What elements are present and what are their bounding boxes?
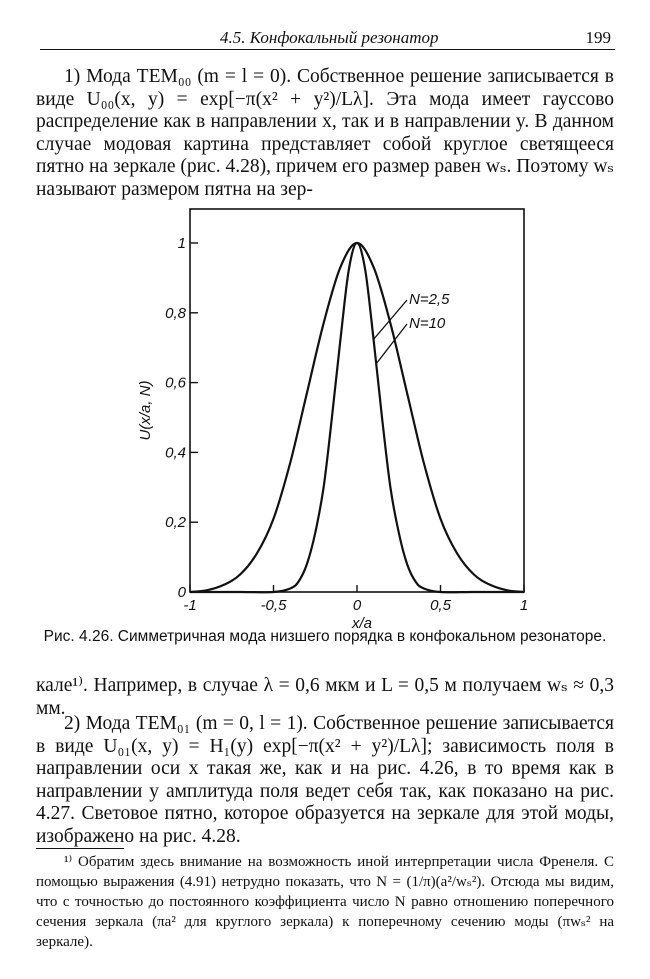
plot-frame bbox=[190, 209, 524, 592]
x-tick-label: 0,5 bbox=[430, 597, 451, 614]
leader-n-2-5 bbox=[373, 300, 407, 340]
y-tick-label: 0,6 bbox=[165, 374, 186, 392]
series-label-n-10: N=10 bbox=[409, 315, 446, 332]
y-tick-label: 0,2 bbox=[165, 514, 186, 532]
figure-caption: Рис. 4.26. Симметричная мода низшего порядка в конфокальном резонаторе. bbox=[43, 628, 607, 645]
x-tick-label: -0,5 bbox=[260, 597, 287, 614]
paragraph-example: кале¹⁾. Например, в случае λ = 0,6 мкм и L = 0,5 м получаем wₛ ≈ 0,3 мм. bbox=[36, 675, 614, 719]
y-tick-label: 0,8 bbox=[165, 304, 186, 322]
y-axis-label: U(x/a, N) bbox=[137, 380, 154, 441]
x-axis-label: x/a bbox=[351, 615, 373, 632]
page-number: 199 bbox=[585, 28, 611, 47]
y-tick-label: 0,4 bbox=[165, 444, 186, 462]
y-tick-label: 1 bbox=[177, 235, 186, 252]
x-tick-label: 1 bbox=[519, 597, 529, 614]
y-tick-label: 0 bbox=[177, 584, 186, 601]
series-label-n-2-5: N=2,5 bbox=[409, 291, 450, 308]
series-line-n-2-5 bbox=[190, 243, 524, 592]
chart-curves bbox=[190, 243, 524, 592]
footnote: ¹⁾ Обратим здесь внимание на возможность иной интерпретации числа Френеля. С помощью выражения (4.91) нетрудно показать, что N = (1/π)(a²/wₛ²). Отсюда мы видим, что с точностью до постоянного коэффициента число N равно отношению поперечного сечения зеркала (πa² для круглого зеркала) к поперечному сечению моды (πwₛ² на зеркале). bbox=[36, 854, 614, 950]
section-title: 4.5. Конфокальный резонатор bbox=[220, 28, 439, 47]
chart-labels bbox=[137, 291, 450, 632]
chart-axes bbox=[190, 209, 524, 592]
series-line-n-10 bbox=[190, 243, 524, 592]
paragraph-mode-tem00: 1) Мода TEM₀₀ (m = l = 0). Собственное решение записывается в виде U₀₀(x, y) = exp[−π(x² + y²)/Lλ]. Эта мода имеет гауссово распределение как в направлении x, так и в направлении y. В данном случае модовая картина представляет собой круглое светящееся пятно на зеркале (рис. 4.28), причем его размер равен wₛ. Поэтому wₛ называют размером пятна на зер- bbox=[36, 66, 614, 200]
paragraph-mode-tem01: 2) Мода TEM₀₁ (m = 0, l = 1). Собственное решение записывается в виде U₀₁(x, y) = H₁(y) exp[−π(x² + y²)/Lλ]; зависимость поля в направлении оси x такая же, как и на рис. 4.26, в то время как в направлении y амплитуда поля ведет себя так, как показано на рис. 4.27. Световое пятно, которое образуется на зеркале для этой моды, изображено на рис. 4.28. bbox=[36, 713, 614, 847]
footnote-rule bbox=[36, 848, 124, 849]
x-tick-label: 0 bbox=[352, 597, 362, 614]
x-tick-label: -1 bbox=[183, 597, 197, 614]
